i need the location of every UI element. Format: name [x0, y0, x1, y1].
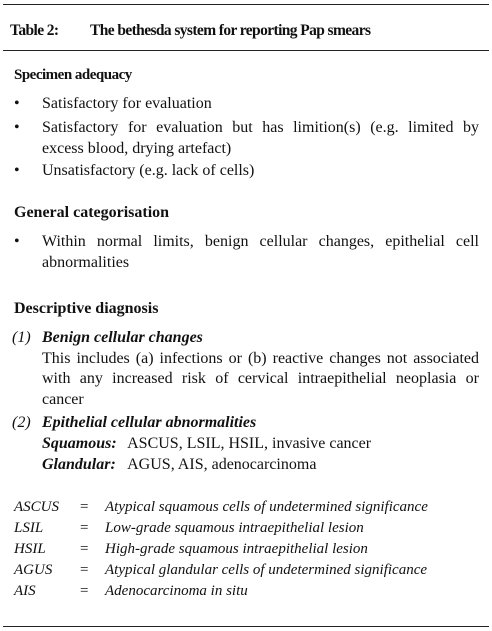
bullet-icon: •	[14, 119, 20, 136]
equals-sign: =	[80, 541, 89, 557]
abbreviation-meaning: Low-grade squamous intraepithelial lesion	[105, 520, 364, 536]
abbreviation-row	[14, 583, 248, 600]
equals-sign: =	[80, 562, 89, 578]
general-categorisation-heading: General categorisation	[14, 204, 170, 221]
table-container	[3, 4, 489, 627]
abbreviation-row	[14, 499, 428, 516]
item-title: Benign cellular changes	[42, 329, 203, 346]
table-title: The bethesda system for reporting Pap smears	[90, 22, 371, 39]
abbreviation-meaning: Atypical squamous cells of undetermined significance	[105, 499, 428, 515]
list-item-text: Within normal limits, benign cellular changes, epithelial cell abnormalities	[42, 233, 479, 271]
glandular-label: Glandular:	[42, 456, 116, 473]
item-description: This includes (a) infections or (b) reactive changes not associated with any increased risk of cervical intraepithelial neoplasia or cancer	[42, 349, 479, 408]
bullet-icon: •	[14, 233, 20, 250]
abbreviation: HSIL	[14, 541, 46, 557]
abbreviation-row	[14, 541, 368, 558]
equals-sign: =	[80, 499, 89, 515]
bullet-icon: •	[14, 162, 20, 179]
abbreviation-meaning: High-grade squamous intraepithelial lesion	[105, 541, 368, 557]
list-item-text: Satisfactory for evaluation but has limition(s) (e.g. limited by excess blood, drying artefact)	[42, 119, 479, 157]
abbreviation: AIS	[14, 583, 36, 599]
equals-sign: =	[80, 520, 89, 536]
squamous-value: ASCUS, LSIL, HSIL, invasive cancer	[127, 435, 372, 452]
abbreviation: LSIL	[14, 520, 44, 536]
abbreviation-row	[14, 520, 364, 537]
item-number: (1)	[12, 329, 31, 346]
equals-sign: =	[80, 583, 89, 599]
bullet-icon: •	[14, 95, 20, 112]
diagnosis-item-benign	[12, 328, 479, 410]
table-caption	[10, 22, 370, 40]
item-title: Epithelial cellular abnormalities	[42, 414, 257, 431]
glandular-value: AGUS, AIS, adenocarcinoma	[127, 456, 317, 473]
abbreviation-meaning: Atypical glandular cells of undetermined significance	[105, 562, 428, 578]
glandular-row	[42, 456, 316, 474]
specimen-adequacy-heading: Specimen adequacy	[14, 67, 132, 83]
list-item	[14, 118, 479, 159]
abbreviation-row	[14, 562, 427, 579]
list-item	[14, 232, 479, 273]
descriptive-diagnosis-heading: Descriptive diagnosis	[14, 300, 159, 317]
abbreviation: ASCUS	[14, 499, 59, 515]
diagnosis-item-epithelial	[12, 413, 479, 434]
abbreviation: AGUS	[14, 562, 53, 578]
list-item-text: Satisfactory for evaluation	[42, 95, 212, 112]
squamous-row	[42, 435, 371, 453]
list-item	[14, 94, 479, 115]
caption-divider	[3, 50, 489, 51]
list-item-text: Unsatisfactory (e.g. lack of cells)	[42, 162, 255, 179]
list-item	[14, 161, 479, 182]
item-number: (2)	[12, 414, 31, 431]
squamous-label: Squamous:	[42, 435, 117, 452]
abbreviation-meaning: Adenocarcinoma in situ	[105, 583, 248, 599]
table-number: Table 2:	[10, 22, 59, 39]
